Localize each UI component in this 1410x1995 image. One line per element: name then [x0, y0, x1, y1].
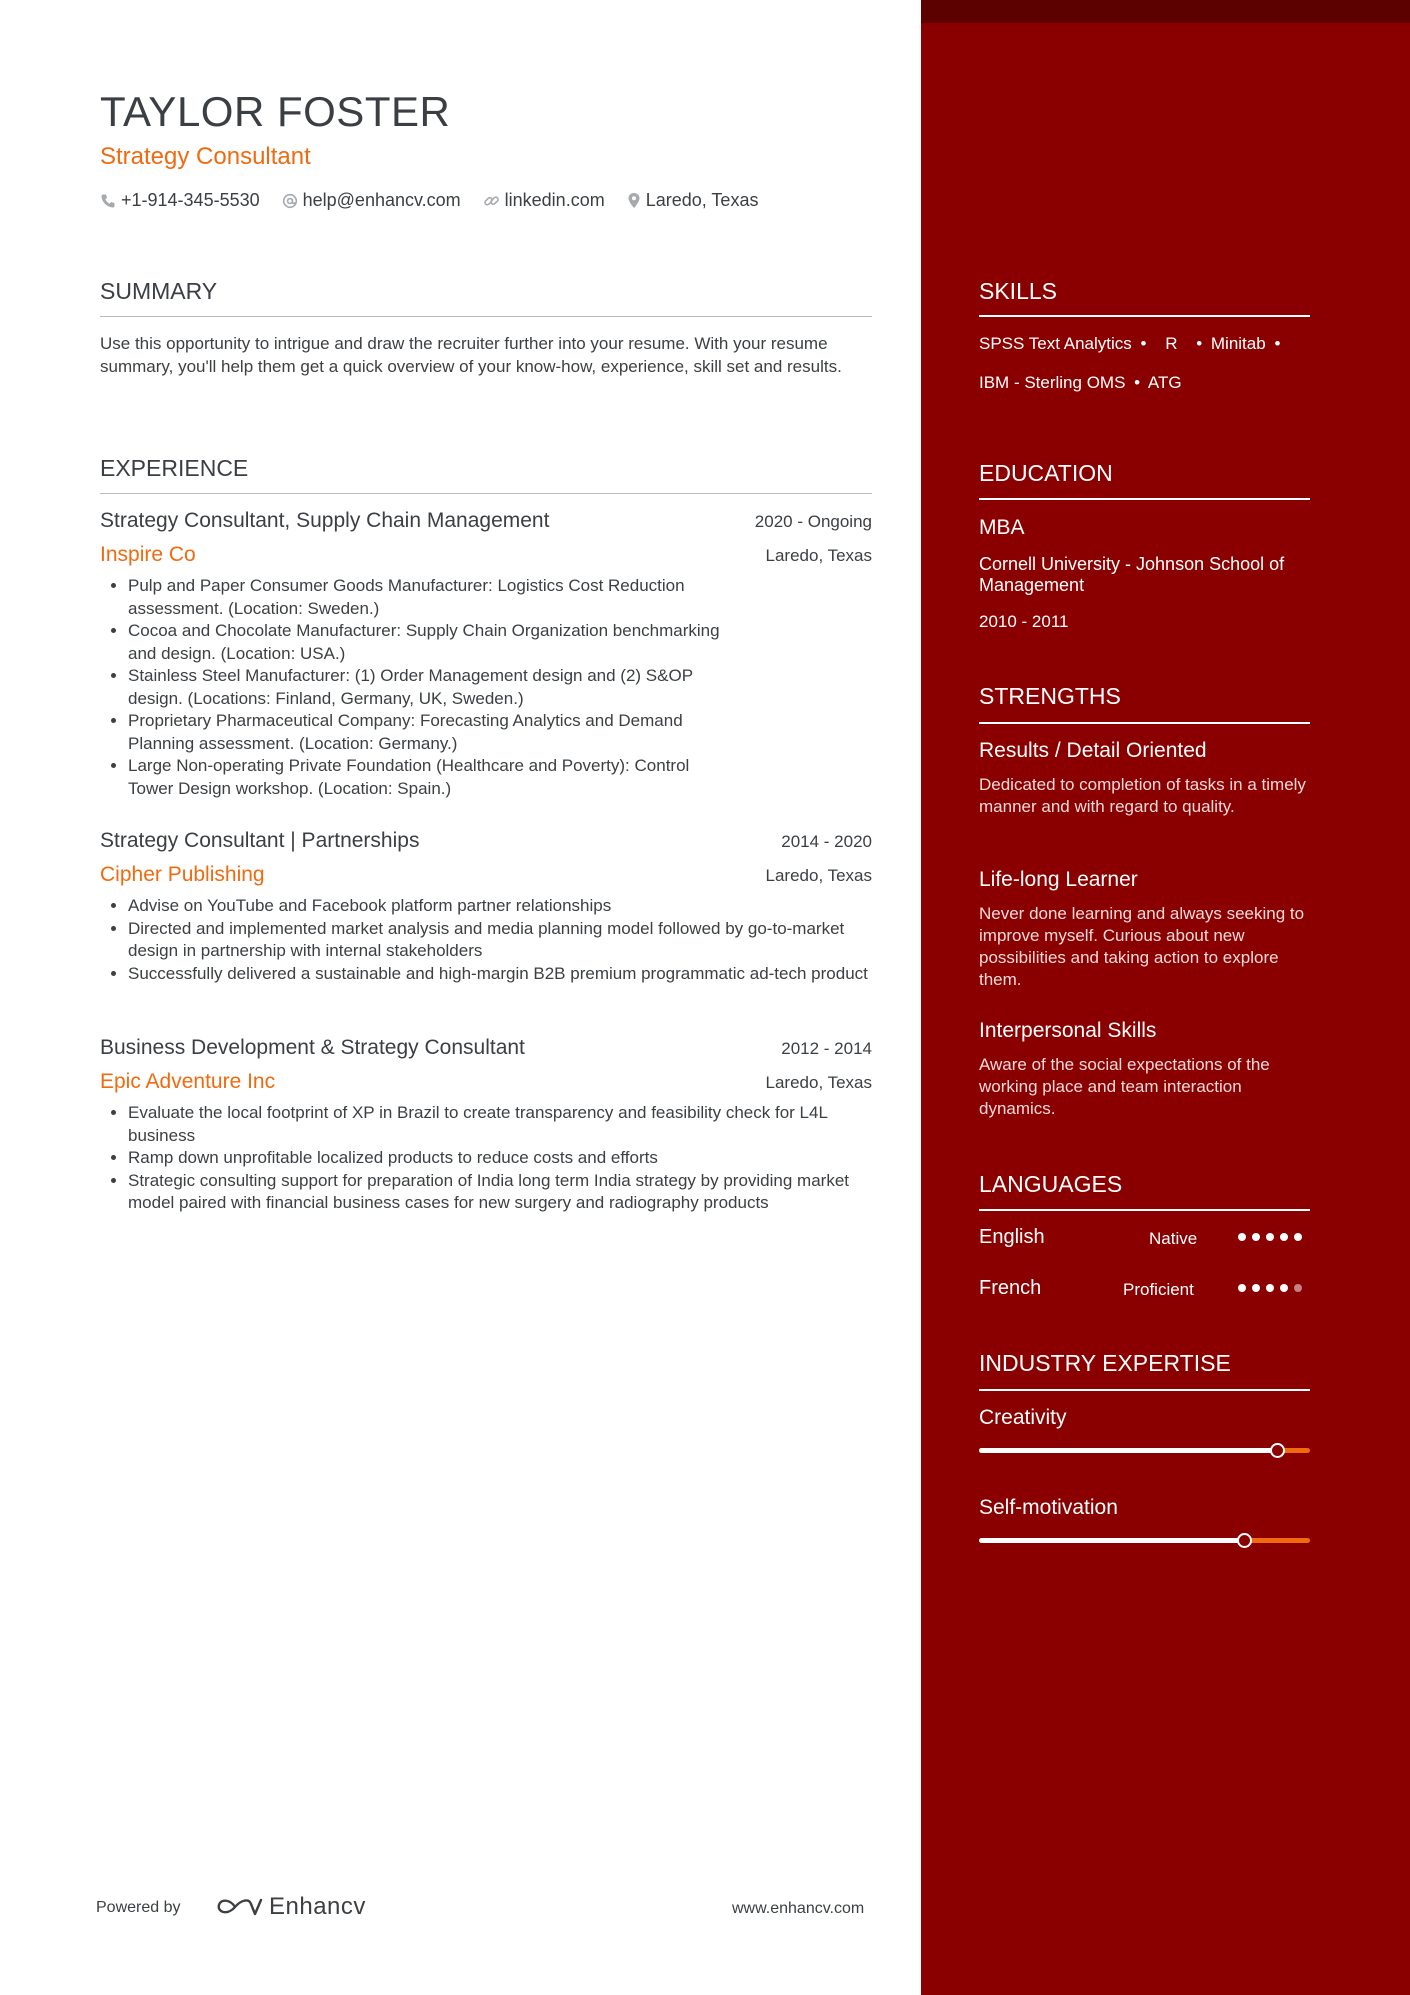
skill-item: R [1165, 334, 1178, 353]
link-icon [483, 193, 500, 209]
expertise-bar [979, 1538, 1310, 1543]
language-level: Proficient [1123, 1280, 1194, 1299]
job-bullet: • Cocoa and Chocolate Manufacturer: Supply Chain Organization benchmarking and design. (Location: USA.) [128, 620, 732, 665]
language-name: French [979, 1277, 1042, 1299]
contact-link[interactable] [483, 190, 605, 211]
language-name: English [979, 1226, 1045, 1248]
job-role: Strategy Consultant, Supply Chain Management [100, 509, 550, 532]
rating-dot-filled [1238, 1284, 1246, 1292]
skill-separator: • [1140, 334, 1147, 353]
rating-dot-filled [1252, 1233, 1260, 1241]
industry-expertise-divider [979, 1389, 1310, 1391]
sidebar [921, 0, 1410, 1995]
rating-dot-filled [1238, 1233, 1246, 1241]
skills-row-2 [979, 373, 1182, 393]
expertise-bar-knob [1237, 1533, 1252, 1548]
job-dates: 2012 - 2014 [781, 1039, 872, 1058]
enhancv-logo[interactable] [215, 1893, 366, 1921]
job-entry-2 [100, 829, 872, 985]
skill-item: SPSS Text Analytics [979, 334, 1132, 353]
languages-divider [979, 1209, 1310, 1211]
job-role: Business Development & Strategy Consultant [100, 1036, 525, 1059]
job-bullets [100, 575, 732, 800]
enhancv-logo-text: Enhancv [269, 1893, 366, 1920]
rating-dot-filled [1266, 1233, 1274, 1241]
summary-text: Use this opportunity to intrigue and draw the recruiter further into your resume. With your resume summary, you'll help them get a quick overview of your know-how, experience, skill set and results. [100, 334, 842, 376]
education-dates: 2010 - 2011 [979, 612, 1069, 631]
job-dates: 2014 - 2020 [781, 832, 872, 851]
sidebar-top-band [921, 0, 1410, 23]
job-dates: 2020 - Ongoing [754, 512, 872, 531]
education-divider [979, 498, 1310, 500]
strength-desc: Never done learning and always seeking to improve myself. Curious about new possibilities and taking action to explore them. [979, 904, 1305, 989]
education-heading: EDUCATION [979, 460, 1113, 486]
rating-dot-filled [1266, 1284, 1274, 1292]
language-rating [1238, 1284, 1308, 1292]
expertise-bar-knob [1270, 1443, 1285, 1458]
job-bullet: • Pulp and Paper Consumer Goods Manufacturer: Logistics Cost Reduction assessment. (Location: Sweden.) [128, 575, 732, 620]
industry-expertise-heading: INDUSTRY EXPERTISE [979, 1350, 1231, 1376]
candidate-title: Strategy Consultant [100, 143, 311, 170]
phone-icon [100, 193, 116, 209]
skill-item: ATG [1147, 373, 1182, 392]
rating-dot-filled [1280, 1233, 1288, 1241]
job-entry-3 [100, 1036, 872, 1215]
job-location: Laredo, Texas [765, 546, 872, 565]
summary-heading: SUMMARY [100, 278, 218, 304]
job-bullet: • Large Non-operating Private Foundation (Healthcare and Poverty): Control Tower Design workshop. (Location: Spain.) [128, 755, 732, 800]
strengths-heading: STRENGTHS [979, 683, 1121, 709]
expertise-name: Self-motivation [979, 1496, 1118, 1519]
job-company: Inspire Co [100, 543, 196, 566]
footer-powered-by: Powered by [96, 1899, 181, 1916]
skill-separator: • [1134, 373, 1141, 392]
education-school: Cornell University - Johnson School of Management [979, 554, 1285, 595]
job-bullets [100, 895, 872, 985]
job-bullet: • Proprietary Pharmaceutical Company: Forecasting Analytics and Demand Planning assessment. (Location: Germany.) [128, 710, 732, 755]
expertise-name: Creativity [979, 1406, 1067, 1429]
at-icon [282, 193, 298, 209]
location-pin-icon [627, 192, 641, 209]
enhancv-logo-icon [215, 1894, 263, 1920]
job-location: Laredo, Texas [765, 866, 872, 885]
contact-email[interactable] [282, 190, 461, 211]
contact-location-text: Laredo, Texas [645, 190, 759, 210]
rating-dot-filled [1294, 1233, 1302, 1241]
skill-item: IBM - Sterling OMS [979, 373, 1126, 392]
strength-title: Results / Detail Oriented [979, 739, 1207, 762]
candidate-name: TAYLOR FOSTER [100, 88, 451, 135]
languages-heading: LANGUAGES [979, 1171, 1123, 1197]
footer-url[interactable]: www.enhancv.com [732, 1900, 865, 1917]
job-bullet: • Directed and implemented market analysis and media planning model followed by go-to-market design in partnership with internal stakeholders [128, 918, 872, 963]
contact-bar [100, 190, 780, 211]
contact-link-text: linkedin.com [504, 190, 605, 210]
contact-phone-text: +1-914-345-5530 [121, 190, 260, 210]
job-bullet: • Stainless Steel Manufacturer: (1) Order Management design and (2) S&OP design. (Locations: Finland, Germany, UK, Sweden.) [128, 665, 732, 710]
job-company: Epic Adventure Inc [100, 1070, 276, 1093]
skills-row-1 [979, 334, 1280, 354]
strength-title: Life-long Learner [979, 868, 1138, 891]
job-company: Cipher Publishing [100, 863, 265, 886]
job-bullet: • Ramp down unprofitable localized products to reduce costs and efforts [128, 1147, 872, 1170]
job-bullet: • Evaluate the local footprint of XP in Brazil to create transparency and feasibility check for L4L business [128, 1102, 872, 1147]
contact-email-text: help@enhancv.com [302, 190, 461, 210]
strengths-divider [979, 722, 1310, 724]
expertise-bar [979, 1448, 1310, 1453]
job-bullet: • Strategic consulting support for preparation of India long term India strategy by providing market model paired with financial business cases for new surgery and radiography products [128, 1170, 872, 1215]
contact-phone[interactable] [100, 190, 260, 211]
skills-divider [979, 315, 1310, 317]
rating-dot-empty [1294, 1284, 1302, 1292]
job-role: Strategy Consultant | Partnerships [100, 829, 420, 852]
rating-dot-filled [1280, 1284, 1288, 1292]
job-entry-1 [100, 509, 872, 800]
education-degree: MBA [979, 516, 1025, 539]
language-rating [1238, 1233, 1308, 1241]
experience-heading: EXPERIENCE [100, 455, 249, 481]
expertise-bar-fill [979, 1538, 1244, 1543]
skill-item: Minitab [1210, 334, 1266, 353]
rating-dot-filled [1252, 1284, 1260, 1292]
summary-divider [100, 316, 872, 317]
language-level: Native [1149, 1229, 1198, 1248]
job-bullet: • Advise on YouTube and Facebook platform partner relationships [128, 895, 872, 918]
contact-location [627, 190, 759, 211]
skill-separator: • [1196, 334, 1203, 353]
skill-separator: • [1274, 334, 1281, 353]
strength-desc: Aware of the social expectations of the working place and team interaction dynamics. [979, 1055, 1270, 1118]
expertise-bar-fill [979, 1448, 1277, 1453]
job-bullets [100, 1102, 872, 1215]
experience-divider [100, 493, 872, 494]
job-bullet: • Successfully delivered a sustainable and high-margin B2B premium programmatic ad-tech product [128, 963, 872, 986]
strength-title: Interpersonal Skills [979, 1019, 1157, 1042]
skills-heading: SKILLS [979, 278, 1057, 304]
job-location: Laredo, Texas [765, 1073, 872, 1092]
strength-desc: Dedicated to completion of tasks in a timely manner and with regard to quality. [979, 775, 1306, 816]
